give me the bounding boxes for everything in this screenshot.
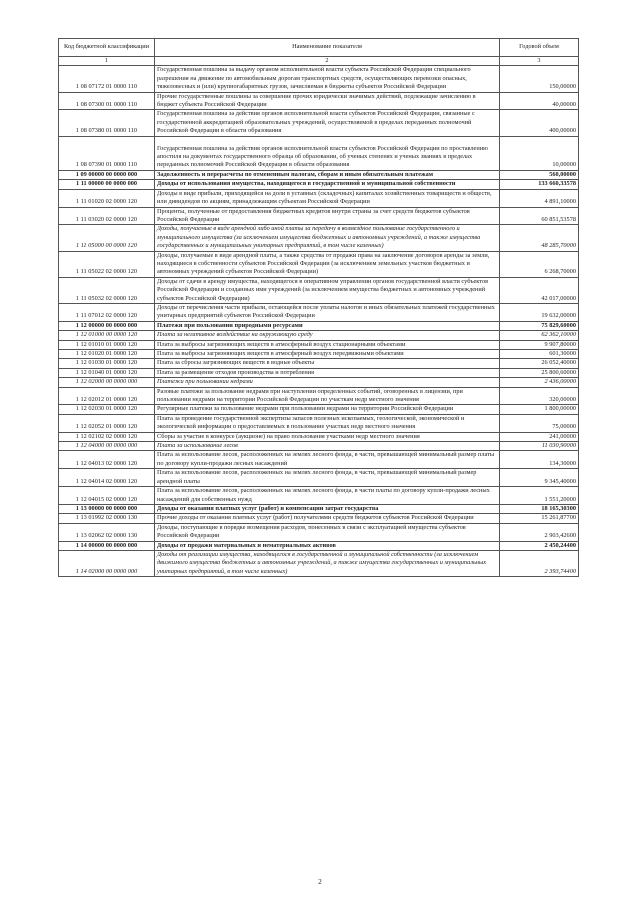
table-row [59, 523, 579, 541]
table-row [59, 405, 579, 414]
table-row [59, 359, 579, 368]
row-code: 1 14 02000 00 0000 000 [59, 550, 155, 576]
row-code: 1 12 01030 01 0000 120 [59, 359, 155, 368]
row-name: Плата за выбросы загрязняющих веществ в атмосферный воздух стационарными объектами [155, 340, 500, 349]
table-row [59, 180, 579, 189]
row-code: 1 12 01040 01 0000 120 [59, 368, 155, 377]
row-code: 1 12 02030 01 0000 120 [59, 405, 155, 414]
table-row [59, 368, 579, 377]
table-row [59, 550, 579, 576]
table-row [59, 189, 579, 207]
table-row [59, 541, 579, 550]
row-name: Сборы за участие в конкурсе (аукционе) на право пользования участками недр местного значения [155, 432, 500, 441]
row-name: Плата за размещение отходов производства и потребления [155, 368, 500, 377]
row-value: 601,30000 [500, 350, 579, 359]
row-value: 134,30000 [500, 451, 579, 469]
row-code: 1 12 01010 01 0000 120 [59, 340, 155, 349]
row-value: 133 660,33578 [500, 180, 579, 189]
header-volume: Годовой объем [500, 39, 579, 57]
row-code: 1 12 02012 01 0000 120 [59, 387, 155, 405]
table-row [59, 414, 579, 432]
row-code: 1 12 02102 02 0000 120 [59, 432, 155, 441]
table-row [59, 303, 579, 321]
table-row [59, 92, 579, 110]
row-name: Доходы от продажи материальных и нематериальных активов [155, 541, 500, 550]
table-row [59, 136, 579, 170]
row-name: Доходы в виде прибыли, приходящейся на доли в уставных (складочных) капиталах хозяйственных товариществ и обществ, или дивидендов по акциям, принадлежащим субъектам Российской Федерации [155, 189, 500, 207]
row-value: 11 030,90000 [500, 442, 579, 451]
row-code: 1 12 04013 02 0000 120 [59, 451, 155, 469]
row-value: 1 800,00000 [500, 405, 579, 414]
header-num-2: 2 [155, 57, 500, 66]
row-name: Государственная пошлина за выдачу органом исполнительной власти субъекта Российской Федерации специального разрешения на движение по автомобильным дорогам транспортных средств, осуществляющих перевозки опасных, тяжеловесных и (или) крупногабаритных грузов, зачисляемая в бюджеты субъектов Российской Федерации [155, 66, 500, 92]
row-code: 1 13 02062 02 0000 130 [59, 523, 155, 541]
row-code: 1 11 03020 02 0000 120 [59, 207, 155, 225]
row-code: 1 08 07300 01 0000 110 [59, 92, 155, 110]
row-name: Доходы от перечисления части прибыли, остающейся после уплаты налогов и иных обязательных платежей государственных унитарных предприятий субъектов Российской Федерации [155, 303, 500, 321]
row-code: 1 08 07172 01 0000 110 [59, 66, 155, 92]
row-code: 1 13 00000 00 0000 000 [59, 504, 155, 513]
budget-table-page [58, 38, 578, 577]
table-row [59, 432, 579, 441]
row-name: Платежи при пользовании недрами [155, 378, 500, 387]
row-name: Плата за использование лесов [155, 442, 500, 451]
table-body [59, 66, 579, 577]
row-value: 19 632,00000 [500, 303, 579, 321]
row-code: 1 12 00000 00 0000 000 [59, 321, 155, 330]
table-row [59, 378, 579, 387]
table-row [59, 321, 579, 330]
row-name: Государственная пошлина за действия органов исполнительной власти субъектов Российской Федерации, связанные с государственной аккредитацией образовательных учреждений, осуществляемой в пределах переданных полномочий Российской Федерации в области образования [155, 110, 500, 136]
row-name: Плата за сбросы загрязняющих веществ в водные объекты [155, 359, 500, 368]
table-row [59, 110, 579, 136]
row-value: 1 551,20000 [500, 487, 579, 505]
row-value: 18 165,30300 [500, 504, 579, 513]
table-row [59, 66, 579, 92]
row-code: 1 11 05000 00 0000 120 [59, 225, 155, 251]
row-value: 320,00000 [500, 387, 579, 405]
table-row [59, 442, 579, 451]
table-row [59, 277, 579, 303]
row-name: Разовые платежи за пользование недрами при наступлении определенных событий, оговоренных в лицензии, при пользовании недрами на территории Российской Федерации по участкам недр местного значения [155, 387, 500, 405]
row-code: 1 12 04015 02 0000 120 [59, 487, 155, 505]
table-header-row [59, 39, 579, 57]
row-value: 25 800,60000 [500, 368, 579, 377]
row-value: 40,00000 [500, 92, 579, 110]
row-code: 1 08 07390 01 0000 110 [59, 136, 155, 170]
row-code: 1 11 05032 02 0000 120 [59, 277, 155, 303]
table-row [59, 170, 579, 179]
row-value: 75 829,60000 [500, 321, 579, 330]
table-number-row [59, 57, 579, 66]
row-value: 400,00000 [500, 110, 579, 136]
table-row [59, 387, 579, 405]
row-code: 1 09 00000 00 0000 000 [59, 170, 155, 179]
table-row [59, 514, 579, 523]
row-code: 1 08 07380 01 0000 110 [59, 110, 155, 136]
row-value: 2 903,42600 [500, 523, 579, 541]
table-row [59, 225, 579, 251]
table-row [59, 331, 579, 340]
row-code: 1 12 02000 00 0000 000 [59, 378, 155, 387]
row-code: 1 11 05022 02 0000 120 [59, 251, 155, 277]
row-value: 26 052,40000 [500, 359, 579, 368]
row-name: Плата за использование лесов, расположенных на землях лесного фонда, в части, превышающей минимальный размер арендной платы [155, 469, 500, 487]
row-name: Доходы от использования имущества, находящегося в государственной и муниципальной собственности [155, 180, 500, 189]
row-name: Доходы от сдачи в аренду имущества, находящегося в оперативном управлении органов государственной власти субъектов Российской Федерации и созданных ими учреждений (за исключением имущества бюджетных и автономных учреждений субъектов Российской Федерации) [155, 277, 500, 303]
page-number: 2 [318, 878, 322, 886]
row-value: 2 450,24400 [500, 541, 579, 550]
row-name: Государственная пошлина за действия органов исполнительной власти субъектов Российской Федерации по проставлению апостиля на документах государственного образца об образовании, об ученых степенях и ученых званиях в пределах переданных полномочий Российской Федерации в области образования [155, 136, 500, 170]
row-code: 1 11 00000 00 0000 000 [59, 180, 155, 189]
row-code: 1 13 01992 02 0000 130 [59, 514, 155, 523]
row-name: Плата за использование лесов, расположенных на землях лесного фонда, в части, превышающей минимальный размер платы по договору купли-продажи лесных насаждений [155, 451, 500, 469]
row-name: Доходы, поступающие в порядке возмещения расходов, понесенных в связи с эксплуатацией имущества субъектов Российской Федерации [155, 523, 500, 541]
row-name: Доходы, получаемые в виде арендной либо иной платы за передачу в возмездное пользование государственного и муниципального имущества (за исключением имущества бюджетных и автономных учреждений, а также имущества государственных и муниципальных унитарных предприятий, в том числе казенных) [155, 225, 500, 251]
budget-revenue-table [58, 38, 579, 577]
row-name: Платежи при пользовании природными ресурсами [155, 321, 500, 330]
row-code: 1 12 01000 00 0000 120 [59, 331, 155, 340]
table-row [59, 504, 579, 513]
row-value: 4 891,10000 [500, 189, 579, 207]
row-value: 6 268,70000 [500, 251, 579, 277]
row-name: Проценты, полученные от предоставления бюджетных кредитов внутри страны за счет средств бюджетов субъектов Российской Федерации [155, 207, 500, 225]
row-name: Доходы от реализации имущества, находящегося в государственной и муниципальной собственности (за исключением движимого имущества бюджетных и автономных учреждений, а также имущества государственных и муниципальных унитарных предприятий, в том числе казенных) [155, 550, 500, 576]
row-code: 1 11 01020 02 0000 120 [59, 189, 155, 207]
row-name: Задолженность и перерасчеты по отмененным налогам, сборам и иным обязательным платежам [155, 170, 500, 179]
row-value: 150,00000 [500, 66, 579, 92]
row-name: Плата за использование лесов, расположенных на землях лесного фонда, в части платы по договору купли-продажи лесных насаждений для собственных нужд [155, 487, 500, 505]
row-value: 15 261,87700 [500, 514, 579, 523]
row-value: 60 851,53578 [500, 207, 579, 225]
row-value: 62 362,10000 [500, 331, 579, 340]
row-name: Плата за проведение государственной экспертизы запасов полезных ископаемых, геологической, экономической и экологической информации о предоставляемых в пользование участках недр местного значения [155, 414, 500, 432]
row-name: Регулярные платежи за пользование недрами при пользовании недрами на территории Российской Федерации [155, 405, 500, 414]
row-value: 10,00000 [500, 136, 579, 170]
row-name: Доходы, получаемые в виде арендной платы, а также средства от продажи права на заключение договоров аренды за земли, находящиеся в собственности субъектов Российской Федерации (за исключением земельных участков бюджетных и автономных учреждений субъектов Российской Федерации) [155, 251, 500, 277]
table-row [59, 251, 579, 277]
table-row [59, 451, 579, 469]
table-row [59, 487, 579, 505]
table-row [59, 207, 579, 225]
row-value: 75,00000 [500, 414, 579, 432]
header-code: Код бюджетной классификации [59, 39, 155, 57]
row-name: Плата за негативное воздействие на окружающую среду [155, 331, 500, 340]
table-row [59, 350, 579, 359]
row-name: Прочие доходы от оказания платных услуг (работ) получателями средств бюджетов субъектов Российской Федерации [155, 514, 500, 523]
row-name: Прочие государственные пошлины за совершение прочих юридически значимых действий, подлежащие зачислению в бюджет субъекта Российской Федерации [155, 92, 500, 110]
row-value: 2 436,00000 [500, 378, 579, 387]
row-value: 48 285,70000 [500, 225, 579, 251]
row-value: 241,00000 [500, 432, 579, 441]
row-code: 1 12 01020 01 0000 120 [59, 350, 155, 359]
row-value: 560,00000 [500, 170, 579, 179]
row-value: 42 017,00000 [500, 277, 579, 303]
table-row [59, 469, 579, 487]
row-value: 2 393,74400 [500, 550, 579, 576]
row-name: Плата за выбросы загрязняющих веществ в атмосферный воздух передвижными объектами [155, 350, 500, 359]
table-row [59, 340, 579, 349]
row-code: 1 14 00000 00 0000 000 [59, 541, 155, 550]
row-code: 1 12 02052 01 0000 120 [59, 414, 155, 432]
row-name: Доходы от оказания платных услуг (работ) и компенсации затрат государства [155, 504, 500, 513]
row-code: 1 12 04014 02 0000 120 [59, 469, 155, 487]
row-code: 1 11 07012 02 0000 120 [59, 303, 155, 321]
row-value: 9 345,40000 [500, 469, 579, 487]
header-num-3: 3 [500, 57, 579, 66]
header-num-1: 1 [59, 57, 155, 66]
row-value: 9 907,80000 [500, 340, 579, 349]
header-name: Наименование показателя [155, 39, 500, 57]
row-code: 1 12 04000 00 0000 000 [59, 442, 155, 451]
